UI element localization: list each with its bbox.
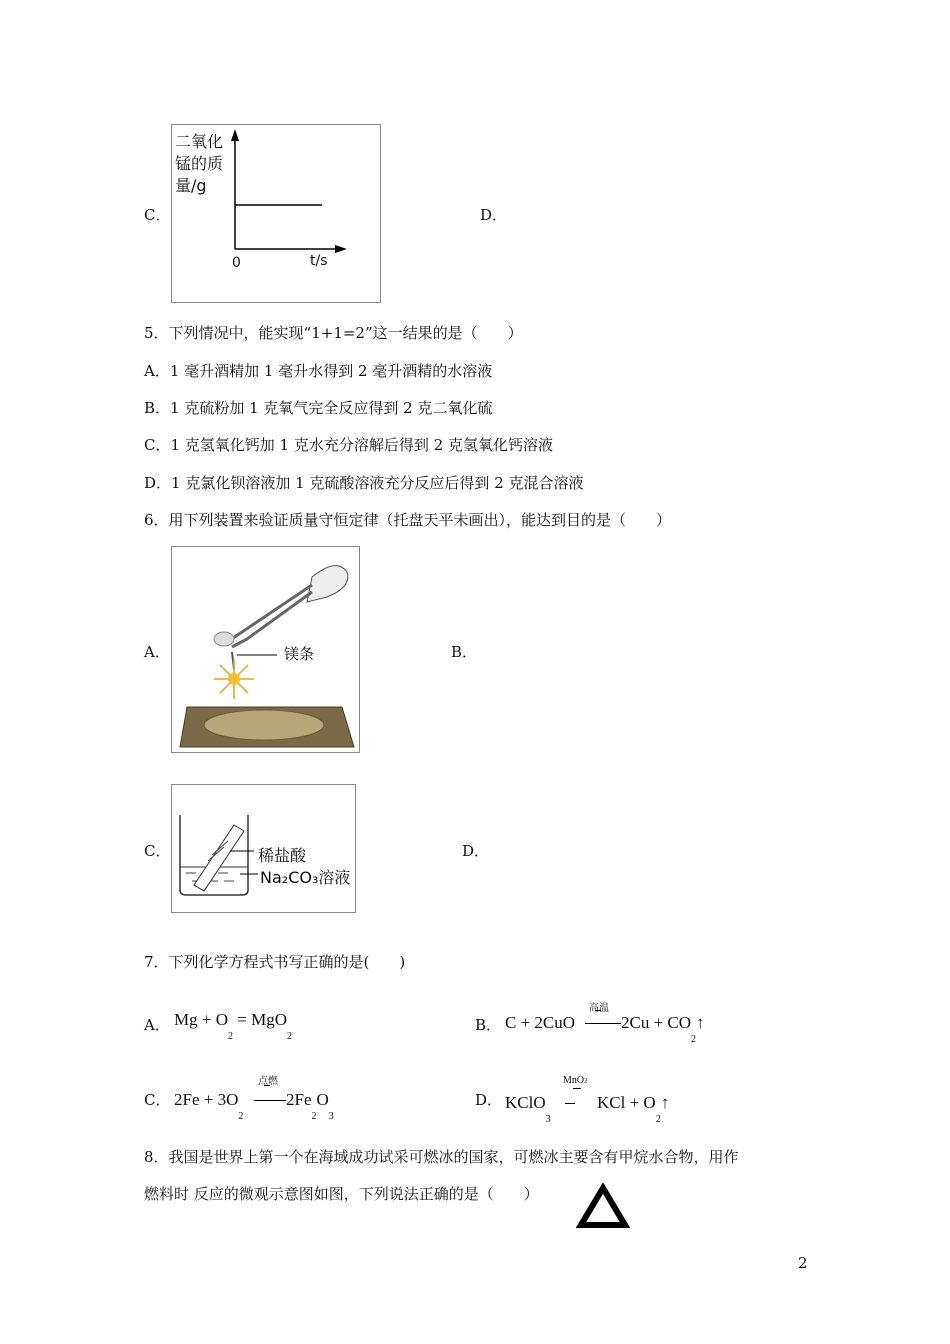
condition-high-temp: 高温 xyxy=(589,1003,609,1014)
q7-stem: 7．下列化学方程式书写正确的是( ) xyxy=(144,953,406,971)
dilute-hcl-label: 稀盐酸 xyxy=(258,846,307,865)
equation-c: $2Fe + 3O_2$ 点燃 $2Fe_2O_3$ xyxy=(174,1090,374,1130)
q6-option-b-label: B． xyxy=(451,643,478,661)
magnesium-burning-figure xyxy=(171,546,360,753)
beaker-figure xyxy=(171,784,356,913)
q8-stem-line2: 燃料时 反应的微观示意图如图，下列说法正确的是（ ） xyxy=(144,1185,539,1203)
q4-option-c-label: C． xyxy=(144,206,171,224)
q5-option-c: C．1 克氢氧化钙加 1 克水充分溶解后得到 2 克氢氧化钙溶液 xyxy=(144,436,553,454)
q6-option-d-label: D． xyxy=(462,842,490,860)
graph-x-label: t/s xyxy=(310,253,328,269)
q5-option-a: A．1 毫升酒精加 1 毫升水得到 2 毫升酒精的水溶液 xyxy=(144,362,493,380)
equation-a: $Mg + O_2 = MgO_2$ xyxy=(174,1010,292,1042)
q7-option-d-label: D． xyxy=(475,1091,503,1109)
reaction-line-b xyxy=(585,1023,621,1024)
q6-option-c-label: C． xyxy=(144,842,171,860)
q4-option-d-label: D． xyxy=(480,206,508,224)
tongs-illustration xyxy=(172,547,359,752)
q5-stem: 5．下列情况中，能实现“1+1=2”这一结果的是（ ） xyxy=(144,324,523,342)
graph-y-label: 二氧化 锰的质 量/g xyxy=(175,132,224,195)
equation-b: C + 2CuO 高温 $2Cu + CO_2↑$ xyxy=(505,1013,735,1053)
magnesium-ribbon-label: 镁条 xyxy=(284,645,315,663)
q6-option-a-label: A． xyxy=(144,643,170,661)
q5-option-b: B．1 克硫粉加 1 克氧气完全反应得到 2 克二氧化硫 xyxy=(144,399,493,417)
q5-option-d: D．1 克氯化钡溶液加 1 克硫酸溶液充分反应后得到 2 克混合溶液 xyxy=(144,474,584,492)
page-number: 2 xyxy=(798,1254,808,1272)
q6-stem: 6．用下列装置来验证质量守恒定律（托盘天平未画出），能达到目的是（ ） xyxy=(144,511,672,529)
triangle-icon xyxy=(576,1183,630,1229)
q7-option-c-label: C． xyxy=(144,1091,171,1109)
equation-d: KClO$_3$ MnO2 KCl + $O_2↑$ xyxy=(505,1075,670,1125)
q7-option-b-label: B． xyxy=(475,1016,502,1034)
q7-option-a-label: A． xyxy=(144,1016,170,1034)
graph-origin: 0 xyxy=(232,255,241,271)
q8-stem-line1: 8．我国是世界上第一个在海域成功试采可燃冰的国家，可燃冰主要含有甲烷水合物，用作 xyxy=(144,1148,739,1166)
condition-catalyst: MnO2 xyxy=(563,1075,588,1086)
reaction-line-c xyxy=(254,1100,286,1101)
condition-ignite: 点燃 xyxy=(258,1076,278,1087)
reaction-line-d xyxy=(565,1103,575,1104)
mno2-mass-graph xyxy=(171,124,381,303)
sodium-carbonate-label: Na₂CO₃溶液 xyxy=(260,868,351,887)
